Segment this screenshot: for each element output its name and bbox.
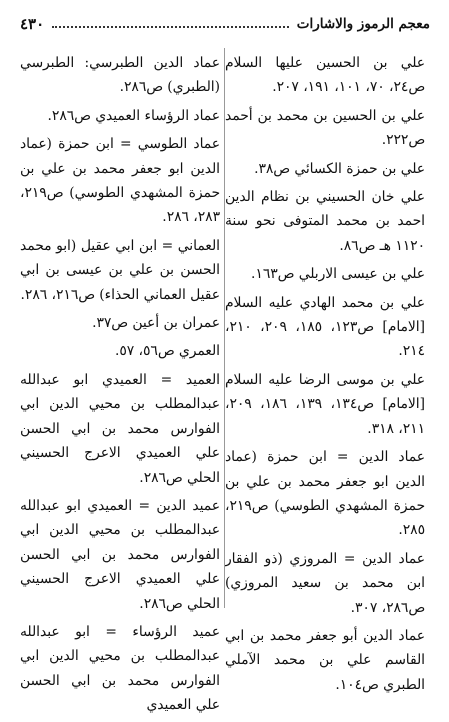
- column-divider: [224, 48, 225, 608]
- index-entry: علي بن عيسى الاربلي ص١٦٣.: [251, 266, 425, 283]
- running-title: معجم الرموز والاشارات: [296, 16, 430, 32]
- page-number: ٤٣٠: [20, 15, 45, 33]
- index-entry: عماد الدين = المروزي (ذو الفقار ابن محمد بن سعيد المروزي) ص٢٨٦، ٣٠٧.: [225, 550, 425, 616]
- right-column: [225, 51, 425, 701]
- index-entry: عمران بن أعين ص٣٧.: [92, 315, 220, 332]
- index-entry: علي بن موسى الرضا عليه السلام [الامام] ص١٣٤، ١٣٩، ١٨٦، ٢٠٩، ٢١١، ٣١٨.: [225, 371, 426, 437]
- index-entry: علي خان الحسيني بن نظام الدين احمد بن محمد المتوفى نحو سنة ١١٢٠ هـ ص٨٦.: [225, 189, 425, 254]
- index-entry: العمري ص٥٦، ٥٧.: [114, 343, 220, 360]
- index-entry: العماني = ابن ابي عقيل (ابو محمد الحسن بن علي بن عيسى بن ابي عقيل العماني الحذاء) ص٢١٦، ٢٨٦.: [20, 237, 220, 303]
- index-entry: عماد الطوسي = ابن حمزة (عماد الدين ابو جعفر محمد بن علي بن حمزة المشهدي الطوسي) ص٢١٩، ٢٨٣، ٢٨٦.: [20, 136, 220, 226]
- index-entry: عماد الرؤساء العميدي ص٢٨٦.: [47, 107, 220, 124]
- index-entry: علي بن حمزة الكسائي ص٣٨.: [254, 160, 425, 177]
- index-entry: علي بن الحسين عليها السلام ص٢٤، ٧٠، ١٠١، ١٩١، ٢٠٧.: [225, 55, 425, 96]
- left-column: [20, 51, 220, 722]
- header-dotted-rule: [52, 26, 289, 28]
- index-entry: عماد الدين أبو جعفر محمد بن ابي القاسم علي بن محمد الآملي الطبري ص١٠٤.: [225, 627, 425, 693]
- index-entry: عماد الدين = ابن حمزة (عماد الدين ابو جعفر محمد بن علي بن حمزة المشهدي الطوسي) ص٢١٩، ٢٨٥.: [225, 449, 425, 539]
- index-entry: عميد الدين = العميدي ابو عبدالله عبدالمطلب بن محيي الدين ابي الفوارس محمد بن ابي الحسن علي العميدي الاعرج الحسيني الحلي ص٢٨٦.: [20, 497, 220, 612]
- index-entry: علي بن محمد الهادي عليه السلام [الامام] ص١٢٣، ١٨٥، ٢٠٩، ٢١٠، ٢١٤.: [225, 294, 426, 360]
- index-entry: علي بن الحسين بن محمد بن أحمد ص٢٢٢.: [225, 107, 425, 149]
- index-entry: عميد الرؤساء = ابو عبدالله عبدالمطلب بن محيي الدين ابي الفوارس محمد بن ابي الحسن علي العميدي: [20, 623, 220, 714]
- index-entry: العميد = العميدي ابو عبدالله عبدالمطلب بن محيي الدين ابي الفوارس محمد بن ابي الحسن علي العميدي الاعرج الحسيني الحلي ص٢٨٦.: [20, 371, 220, 486]
- index-entry: عماد الدين الطبرسي: الطبرسي (الطبري) ص٢٨٦.: [20, 55, 220, 96]
- page-header: [20, 13, 430, 35]
